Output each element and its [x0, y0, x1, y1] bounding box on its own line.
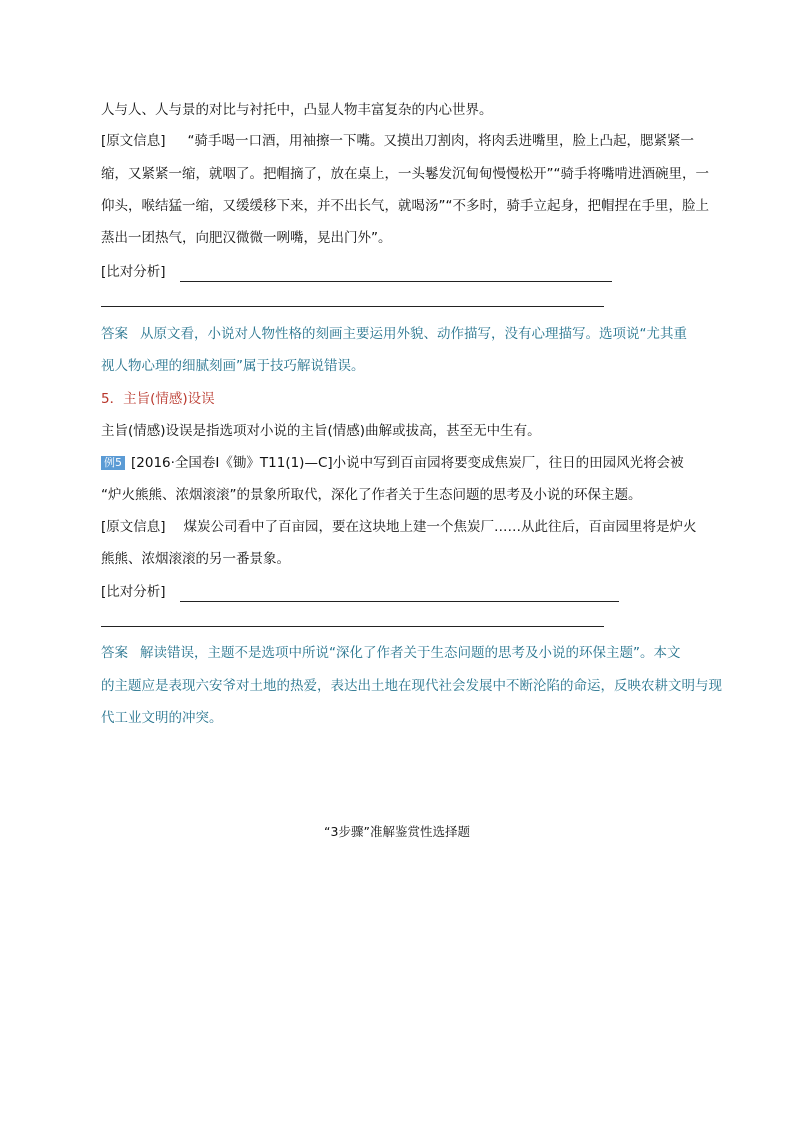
- answer-blank-line[interactable]: [101, 625, 604, 627]
- example-text: [2016·全国卷Ⅰ《锄》T11(1)—C]小说中写到百亩园将要变成焦炭厂，往日的田园风光将会被: [131, 455, 684, 471]
- analysis-line: [101, 582, 619, 602]
- source-info-label: [原文信息]: [101, 133, 166, 149]
- source-info-line: 缩，又紧紧一缩，就咽了。把帽摘了，放在桌上，一头鬈发沉甸甸慢慢松开”“骑手将嘴啃进酒碗里，一: [101, 166, 709, 182]
- source-info-line: 蒸出一团热气，向肥汉微微一咧嘴，晃出门外”。: [101, 230, 392, 246]
- analysis-label: [比对分析]: [101, 584, 166, 600]
- answer-line: [101, 324, 687, 344]
- section-heading: “3步骤”准解鉴赏性选择题: [324, 824, 470, 839]
- answer-text: 从原文看，小说对人物性格的刻画主要运用外貌、动作描写，没有心理描写。选项说“尤其重: [140, 326, 687, 342]
- answer-blank-line[interactable]: [180, 587, 619, 602]
- answer-line: 的主题应是表现六安爷对土地的热爱，表达出土地在现代社会发展中不断沦陷的命运，反映农耕文明与现: [101, 678, 722, 694]
- answer-line: 代工业文明的冲突。: [101, 710, 223, 726]
- section-title: 5．主旨(情感)设误: [101, 391, 215, 407]
- answer-label: 答案: [101, 326, 128, 342]
- answer-text: 解读错误，主题不是选项中所说“深化了作者关于生态问题的思考及小说的环保主题”。本文: [140, 645, 681, 661]
- section-description: 主旨(情感)设误是指选项对小说的主旨(情感)曲解或拔高，甚至无中生有。: [101, 423, 541, 439]
- source-info-text: 煤炭公司看中了百亩园，要在这块地上建一个焦炭厂……从此往后，百亩园里将是炉火: [183, 519, 697, 535]
- answer-blank-line[interactable]: [180, 267, 612, 282]
- paragraph-line: 人与人、人与景的对比与衬托中，凸显人物丰富复杂的内心世界。: [101, 102, 493, 118]
- answer-line: [101, 643, 681, 663]
- example-line: [101, 453, 684, 473]
- answer-blank-line[interactable]: [101, 305, 604, 307]
- answer-label: 答案: [101, 645, 128, 661]
- source-info-line: [101, 517, 697, 537]
- answer-line: 视人物心理的细腻刻画”属于技巧解说错误。: [101, 358, 365, 374]
- analysis-label: [比对分析]: [101, 264, 166, 280]
- source-info-line: 熊熊、浓烟滚滚的另一番景象。: [101, 551, 290, 567]
- example-badge: 例5: [101, 456, 125, 470]
- source-info-label: [原文信息]: [101, 519, 166, 535]
- analysis-line: [101, 262, 612, 282]
- source-info-line: 仰头，喉结猛一缩，又缓缓移下来，并不出长气，就喝汤”“不多时，骑手立起身，把帽捏在手里，脸上: [101, 198, 709, 214]
- source-info-text: “骑手喝一口酒，用袖擦一下嘴。又摸出刀割肉，将肉丢进嘴里，脸上凸起，腮紧紧一: [187, 133, 695, 149]
- example-line: “炉火熊熊、浓烟滚滚”的景象所取代，深化了作者关于生态问题的思考及小说的环保主题。: [101, 487, 642, 503]
- source-info-line: [101, 131, 694, 151]
